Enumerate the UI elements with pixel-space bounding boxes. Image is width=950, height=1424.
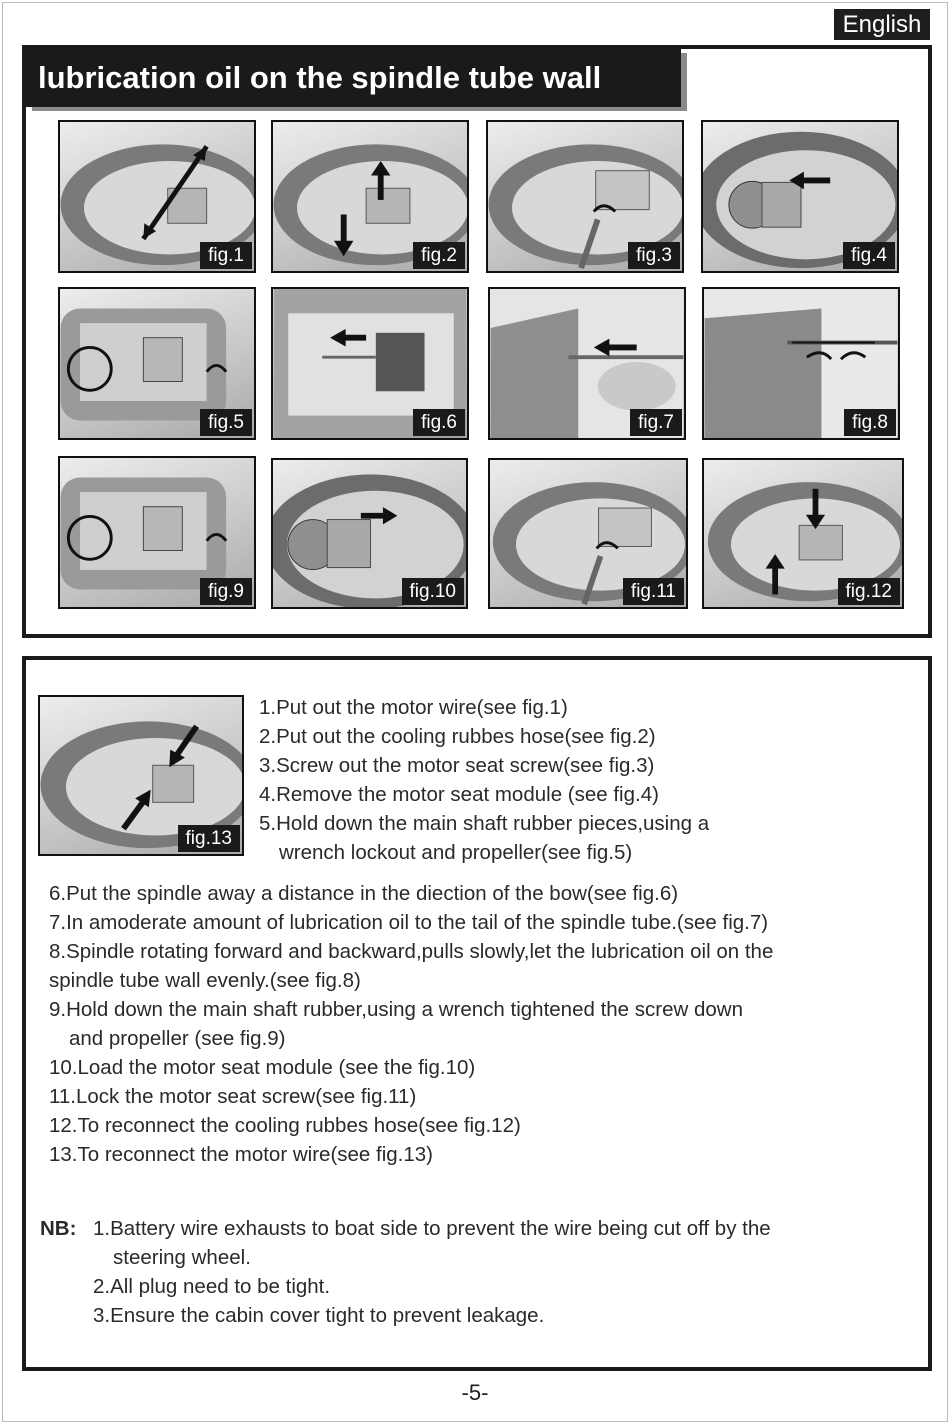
language-badge: English (834, 9, 930, 40)
figure-label: fig.3 (628, 242, 680, 269)
figure-4 (701, 120, 899, 273)
figure-13 (38, 695, 244, 856)
step-item-continuation: wrench lockout and propeller(see fig.5) (279, 841, 633, 864)
figure-7 (488, 287, 686, 440)
step-item: 6.Put the spindle away a distance in the diection of the bow(see fig.6) (49, 882, 679, 905)
figure-label: fig.4 (843, 242, 895, 269)
figure-6 (271, 287, 469, 440)
note-item: 2.All plug need to be tight. (93, 1275, 331, 1298)
step-item: 8.Spindle rotating forward and backward,pulls slowly,let the lubrication oil on the (49, 940, 774, 963)
step-item: 7.In amoderate amount of lubrication oil to the tail of the spindle tube.(see fig.7) (49, 911, 769, 934)
step-item-continuation: and propeller (see fig.9) (69, 1027, 286, 1050)
figure-label: fig.8 (844, 409, 896, 436)
notes-list (93, 1214, 913, 1330)
step-item: 5.Hold down the main shaft rubber pieces,using a (259, 812, 710, 835)
step-item: 1.Put out the motor wire(see fig.1) (259, 696, 568, 719)
figure-label: fig.1 (200, 242, 252, 269)
figure-label: fig.12 (838, 578, 900, 605)
figure-5 (58, 287, 256, 440)
notes-label: NB: (40, 1217, 77, 1240)
step-item: 9.Hold down the main shaft rubber,using a wrench tightened the screw down (49, 998, 743, 1021)
steps-list-main (49, 879, 919, 1169)
figure-label: fig.2 (413, 242, 465, 269)
figure-label: fig.5 (200, 409, 252, 436)
figure-label: fig.9 (200, 578, 252, 605)
step-item: 3.Screw out the motor seat screw(see fig.3) (259, 754, 655, 777)
figure-10 (271, 458, 468, 609)
step-item: 10.Load the motor seat module (see the fig.10) (49, 1056, 476, 1079)
figure-label: fig.10 (402, 578, 464, 605)
note-item: 3.Ensure the cabin cover tight to prevent leakage. (93, 1304, 545, 1327)
figure-9 (58, 456, 256, 609)
page-number: -5- (461, 1380, 489, 1405)
note-item: 1.Battery wire exhausts to boat side to prevent the wire being cut off by the (93, 1217, 771, 1240)
figure-3 (486, 120, 684, 273)
figure-12 (702, 458, 904, 609)
step-item: 11.Lock the motor seat screw(see fig.11) (49, 1085, 417, 1108)
step-item: 13.To reconnect the motor wire(see fig.13) (49, 1143, 433, 1166)
figure-11 (488, 458, 688, 609)
figure-2 (271, 120, 469, 273)
step-item-continuation: spindle tube wall evenly.(see fig.8) (49, 969, 361, 992)
figure-label: fig.7 (630, 409, 682, 436)
figure-label: fig.13 (178, 825, 240, 852)
step-item: 4.Remove the motor seat module (see fig.4) (259, 783, 659, 806)
note-item-continuation: steering wheel. (113, 1246, 251, 1269)
step-item: 12.To reconnect the cooling rubbes hose(see fig.12) (49, 1114, 521, 1137)
page-title: lubrication oil on the spindle tube wall (26, 49, 681, 107)
step-item: 2.Put out the cooling rubbes hose(see fig.2) (259, 725, 656, 748)
figure-label: fig.6 (413, 409, 465, 436)
figure-label: fig.11 (623, 578, 684, 605)
figure-8 (702, 287, 900, 440)
steps-list-top (259, 693, 919, 867)
figure-1 (58, 120, 256, 273)
